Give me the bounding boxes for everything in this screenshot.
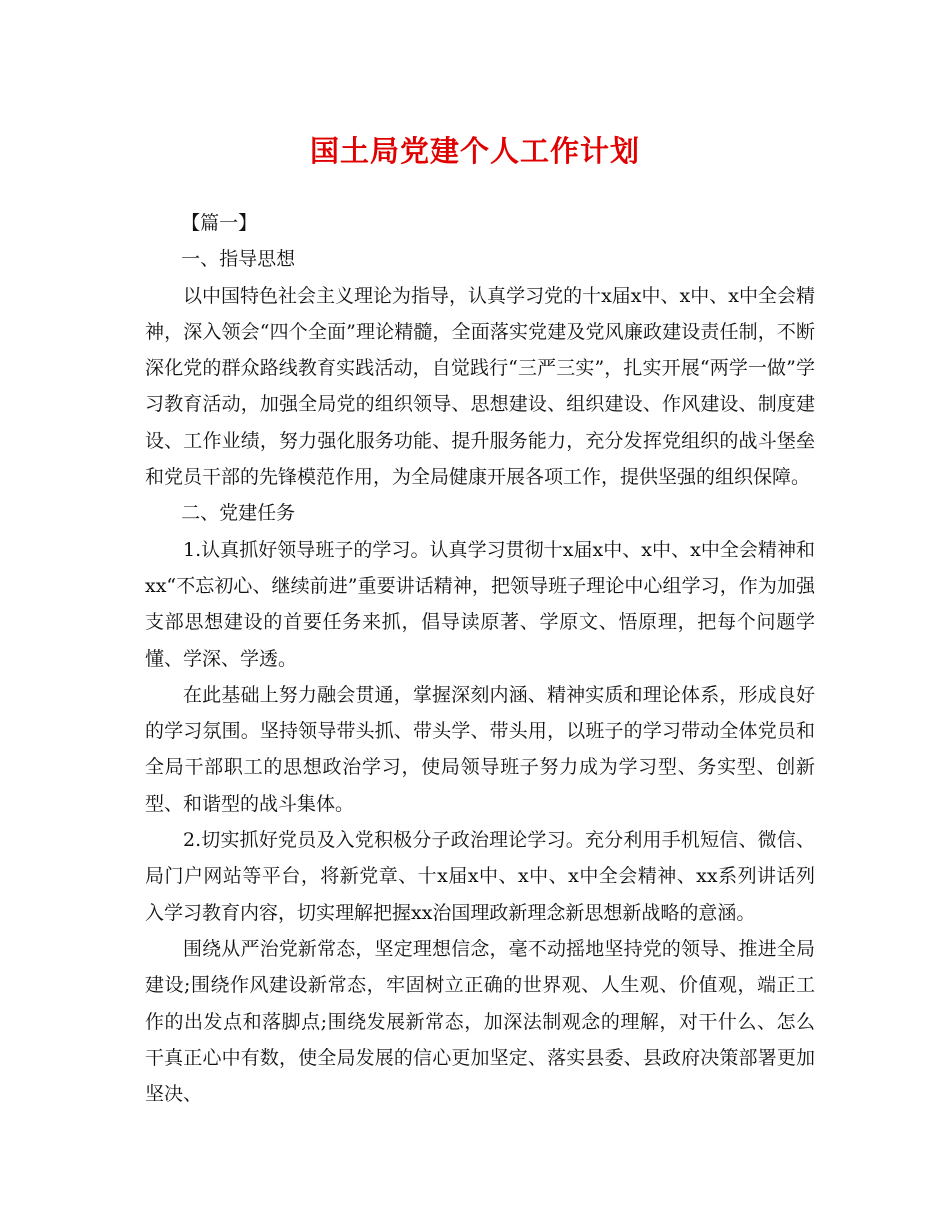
paragraph-task-1-continued: 在此基础上努力融会贯通，掌握深刻内涵、精神实质和理论体系，形成良好的学习氛围。坚持领导带头抓、带头学、带头用，以班子的学习带动全体党员和全局干部职工的思想政治学习，使局领导班子努力成为学习型、务实型、创新型、和谐型的战斗集体。 xyxy=(145,683,815,815)
document-body xyxy=(145,205,815,1112)
paragraph-task-2-continued: 围绕从严治党新常态，坚定理想信念，毫不动摇地坚持党的领导、推进全局建设;围绕作风建设新常态，牢固树立正确的世界观、人生观、价值观，端正工作的出发点和落脚点;围绕发展新常态，加深法制观念的理解，对干什么、怎么干真正心中有数，使全局发展的信心更加坚定、落实县委、县政府决策部署更加坚决、 xyxy=(145,937,815,1106)
paragraph-guiding-ideology: 以中国特色社会主义理论为指导，认真学习党的十x届x中、x中、x中全会精神，深入领会“四个全面”理论精髓，全面落实党建及党风廉政建设责任制，不断深化党的群众路线教育实践活动，自觉践行“三严三实”，扎实开展“两学一做”学习教育活动，加强全局党的组织领导、思想建设、组织建设、作风建设、制度建设、工作业绩，努力强化服务功能、提升服务能力，充分发挥党组织的战斗堡垒和党员干部的先锋模范作用，为全局健康开展各项工作，提供坚强的组织保障。 xyxy=(145,284,815,489)
section-heading-party-tasks: 二、党建任务 xyxy=(181,502,296,525)
paragraph-task-1: 1.认真抓好领导班子的学习。认真学习贯彻十x届x中、x中、x中全会精神和xx“不忘初心、继续前进”重要讲话精神，把领导班子理论中心组学习，作为加强支部思想建设的首要任务来抓，倡导读原著、学原文、悟原理，把每个问题学懂、学深、学透。 xyxy=(145,538,815,670)
document-title: 国土局党建个人工作计划 xyxy=(309,134,640,168)
paragraph-task-2: 2.切实抓好党员及入党积极分子政治理论学习。充分利用手机短信、微信、局门户网站等平台，将新党章、十x届x中、x中、x中全会精神、xx系列讲话列入学习教育内容，切实理解把握xx治国理政新理念新思想新战略的意涵。 xyxy=(145,829,815,924)
section-heading-guiding-ideology: 一、指导思想 xyxy=(181,248,296,271)
section-label: 【篇一】 xyxy=(181,212,258,234)
